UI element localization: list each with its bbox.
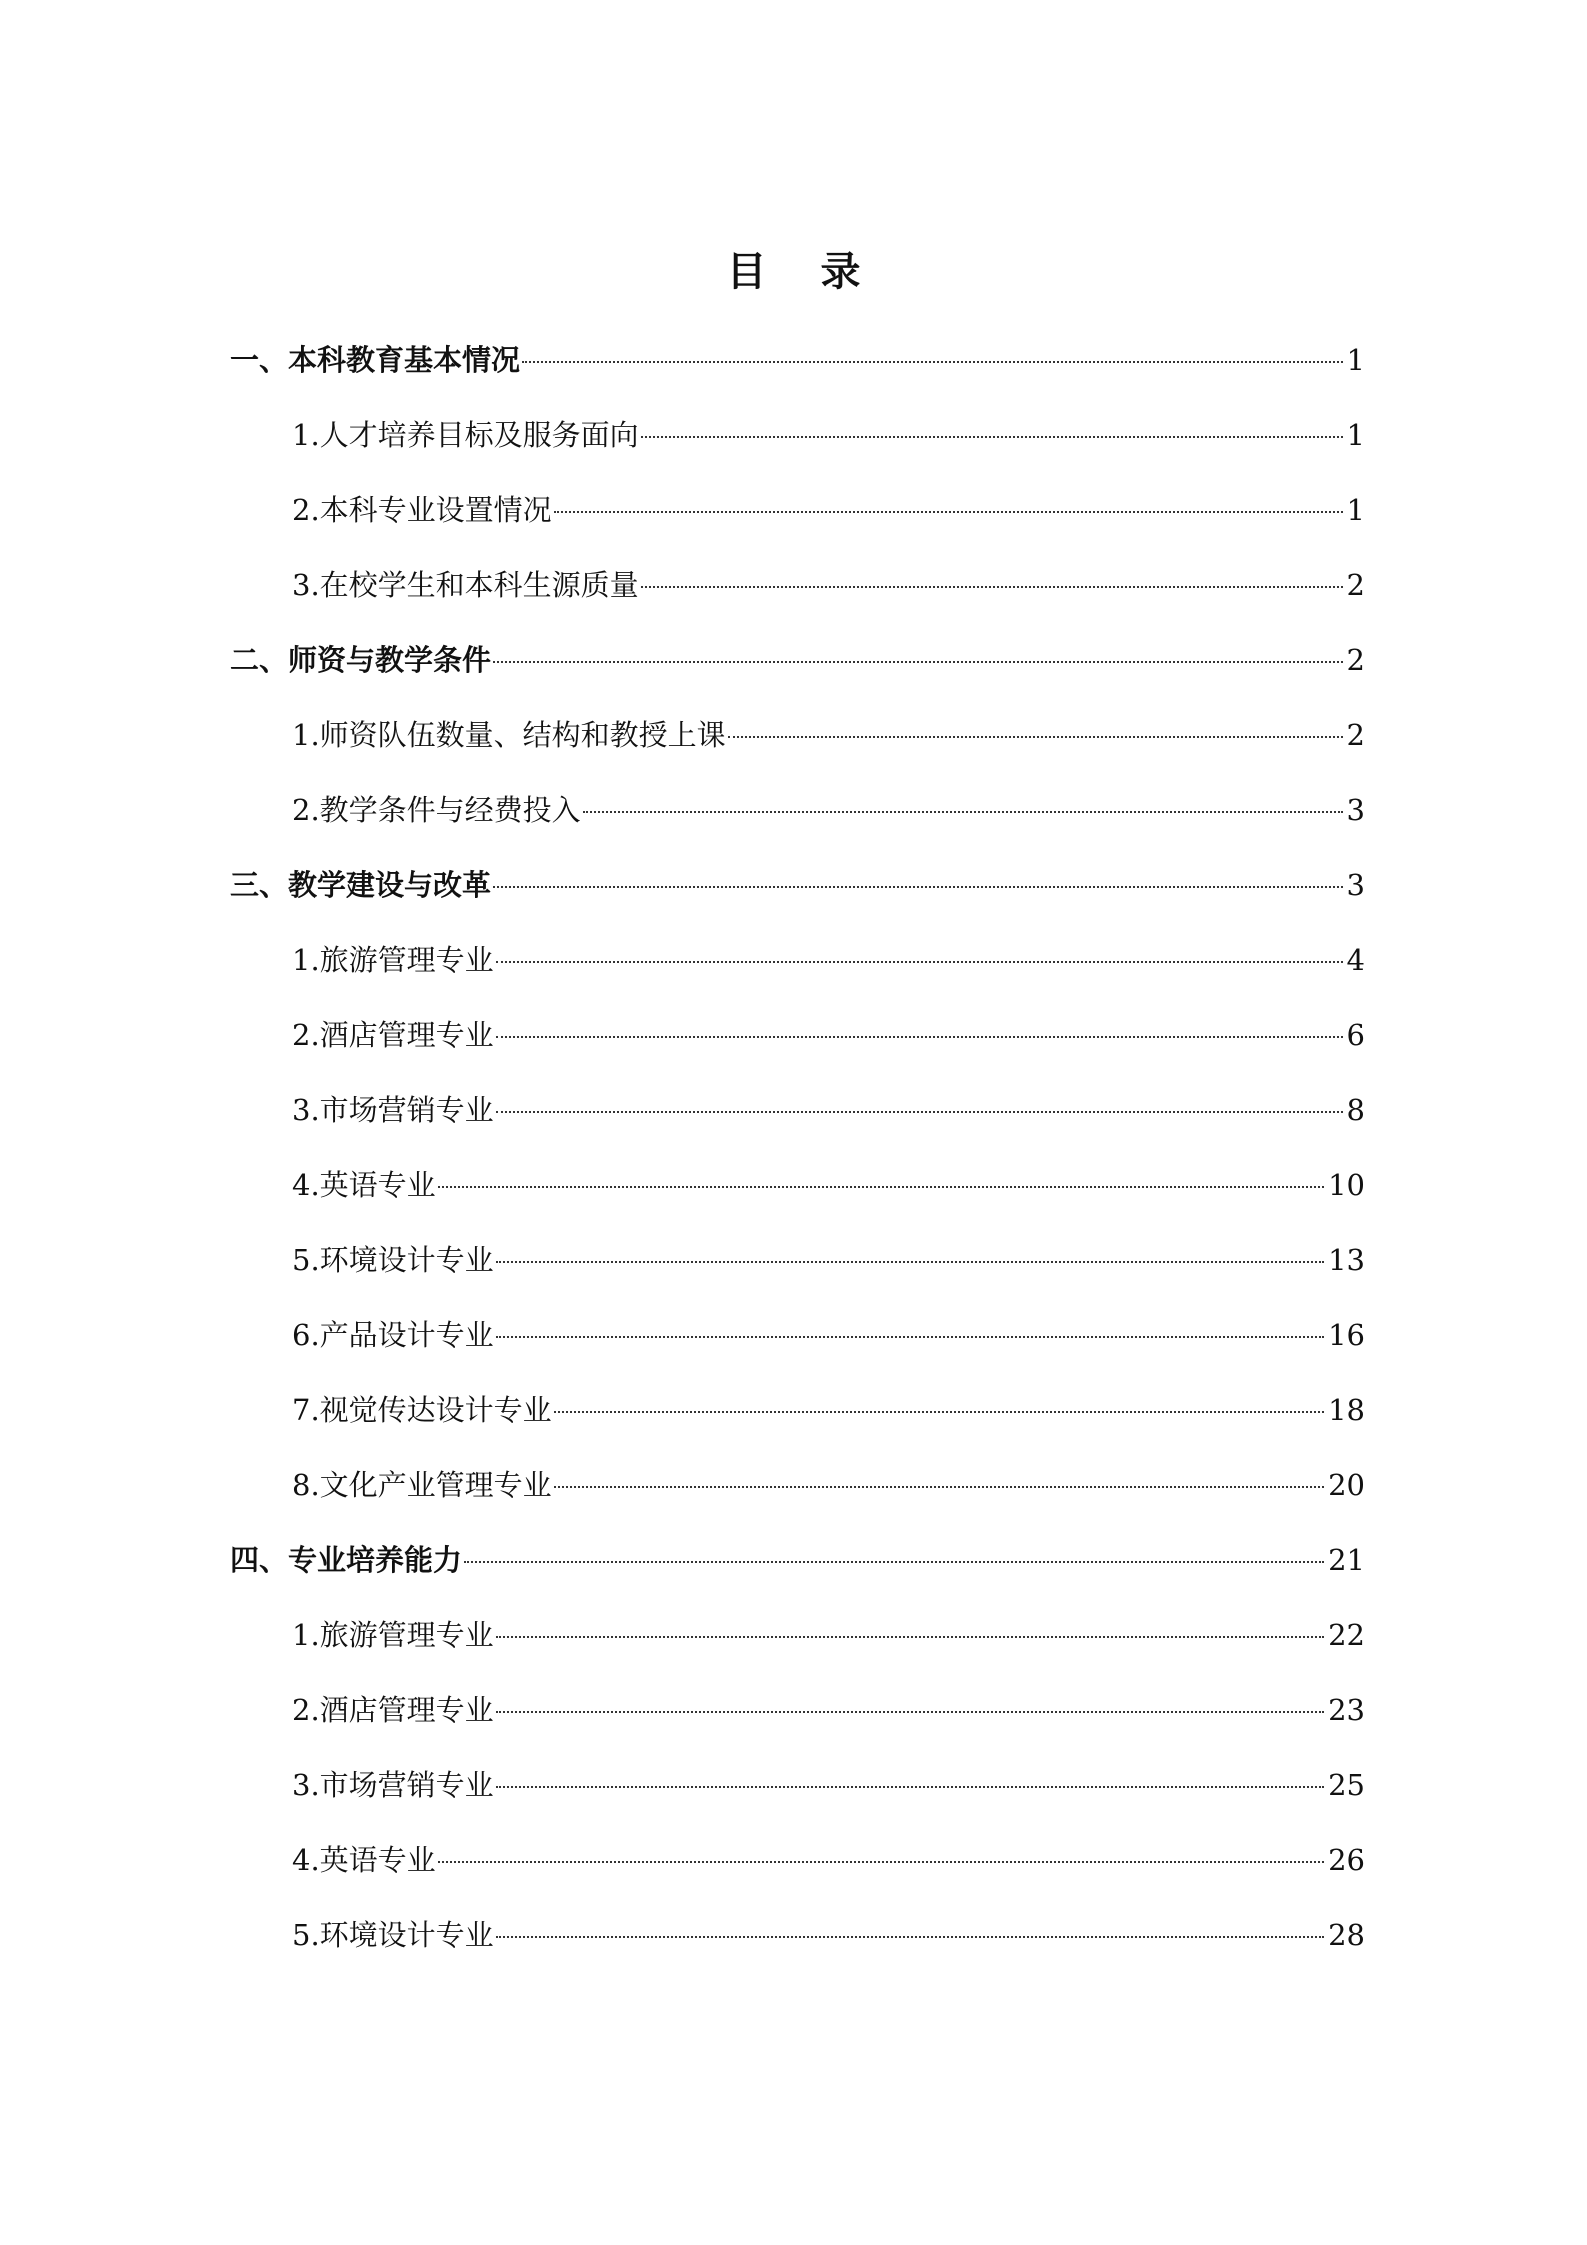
dot-leader	[493, 661, 1343, 663]
page-title	[0, 240, 1587, 297]
toc-page-number: 8	[1346, 1093, 1365, 1127]
toc-page-number: 26	[1328, 1843, 1365, 1877]
toc-section-entry[interactable]	[230, 636, 1365, 711]
dot-leader	[583, 811, 1343, 813]
toc-entry-title: 二、师资与教学条件	[230, 643, 492, 677]
toc-subsection-entry[interactable]	[230, 1161, 1365, 1236]
toc-page-number: 18	[1328, 1393, 1365, 1427]
toc-subsection-entry[interactable]	[230, 486, 1365, 561]
toc-subsection-entry[interactable]	[230, 711, 1365, 786]
toc-entry-title: 3.市场营销专业	[292, 1093, 494, 1127]
toc-page-number: 4	[1346, 943, 1365, 977]
toc-page-number: 10	[1328, 1168, 1365, 1202]
toc-entry-title: 1.师资队伍数量、结构和教授上课	[292, 718, 726, 752]
toc-subsection-entry[interactable]	[230, 786, 1365, 861]
toc-page-number: 3	[1346, 793, 1365, 827]
toc-entry-title: 5.环境设计专业	[292, 1243, 494, 1277]
toc-page-number: 16	[1328, 1318, 1365, 1352]
table-of-contents	[230, 336, 1365, 1986]
toc-page-number: 2	[1346, 568, 1365, 602]
toc-entry-title: 8.文化产业管理专业	[292, 1468, 552, 1502]
dot-leader	[496, 961, 1343, 963]
toc-section-entry[interactable]	[230, 1536, 1365, 1611]
toc-entry-title: 4.英语专业	[292, 1168, 436, 1202]
toc-page-number: 1	[1346, 418, 1365, 452]
toc-page-number: 28	[1328, 1918, 1365, 1952]
toc-entry-title: 2.酒店管理专业	[292, 1693, 494, 1727]
dot-leader	[438, 1186, 1324, 1188]
toc-entry-title: 2.酒店管理专业	[292, 1018, 494, 1052]
toc-subsection-entry[interactable]	[230, 1386, 1365, 1461]
page-title-char: 录	[820, 249, 861, 295]
dot-leader	[496, 1036, 1343, 1038]
toc-page-number: 23	[1328, 1693, 1365, 1727]
toc-entry-title: 一、本科教育基本情况	[230, 343, 521, 377]
toc-page-number: 13	[1328, 1243, 1365, 1277]
dot-leader	[641, 436, 1343, 438]
toc-subsection-entry[interactable]	[230, 936, 1365, 1011]
toc-entry-title: 2.本科专业设置情况	[292, 493, 552, 527]
toc-entry-title: 6.产品设计专业	[292, 1318, 494, 1352]
dot-leader	[496, 1336, 1324, 1338]
toc-page-number: 21	[1328, 1543, 1365, 1577]
toc-subsection-entry[interactable]	[230, 1761, 1365, 1836]
toc-subsection-entry[interactable]	[230, 1086, 1365, 1161]
toc-subsection-entry[interactable]	[230, 1611, 1365, 1686]
toc-entry-title: 5.环境设计专业	[292, 1918, 494, 1952]
dot-leader	[496, 1261, 1324, 1263]
toc-entry-title: 三、教学建设与改革	[230, 868, 492, 902]
dot-leader	[496, 1111, 1343, 1113]
toc-subsection-entry[interactable]	[230, 1686, 1365, 1761]
toc-entry-title: 1.旅游管理专业	[292, 943, 494, 977]
toc-entry-title: 四、专业培养能力	[230, 1543, 463, 1577]
dot-leader	[496, 1636, 1324, 1638]
toc-page-number: 1	[1346, 493, 1365, 527]
dot-leader	[554, 1411, 1324, 1413]
page-title-char: 目	[726, 249, 767, 295]
toc-page-number: 20	[1328, 1468, 1365, 1502]
dot-leader	[641, 586, 1343, 588]
toc-entry-title: 1.旅游管理专业	[292, 1618, 494, 1652]
toc-entry-title: 7.视觉传达设计专业	[292, 1393, 552, 1427]
toc-page-number: 3	[1346, 868, 1365, 902]
toc-entry-title: 3.在校学生和本科生源质量	[292, 568, 639, 602]
toc-subsection-entry[interactable]	[230, 1836, 1365, 1911]
toc-entry-title: 3.市场营销专业	[292, 1768, 494, 1802]
dot-leader	[493, 886, 1343, 888]
toc-entry-title: 1.人才培养目标及服务面向	[292, 418, 639, 452]
toc-entry-title: 2.教学条件与经费投入	[292, 793, 581, 827]
dot-leader	[496, 1786, 1324, 1788]
toc-page-number: 2	[1346, 643, 1365, 677]
toc-subsection-entry[interactable]	[230, 1461, 1365, 1536]
toc-subsection-entry[interactable]	[230, 1011, 1365, 1086]
dot-leader	[464, 1561, 1324, 1563]
toc-entry-title: 4.英语专业	[292, 1843, 436, 1877]
toc-subsection-entry[interactable]	[230, 1311, 1365, 1386]
toc-subsection-entry[interactable]	[230, 411, 1365, 486]
toc-subsection-entry[interactable]	[230, 1236, 1365, 1311]
dot-leader	[554, 1486, 1324, 1488]
toc-page-number: 2	[1346, 718, 1365, 752]
dot-leader	[728, 736, 1343, 738]
dot-leader	[522, 361, 1343, 363]
toc-section-entry[interactable]	[230, 861, 1365, 936]
dot-leader	[496, 1936, 1324, 1938]
toc-subsection-entry[interactable]	[230, 1911, 1365, 1986]
dot-leader	[438, 1861, 1324, 1863]
toc-page-number: 1	[1346, 343, 1365, 377]
toc-section-entry[interactable]	[230, 336, 1365, 411]
toc-page-number: 22	[1328, 1618, 1365, 1652]
dot-leader	[554, 511, 1343, 513]
toc-page-number: 6	[1346, 1018, 1365, 1052]
toc-subsection-entry[interactable]	[230, 561, 1365, 636]
dot-leader	[496, 1711, 1324, 1713]
toc-page-number: 25	[1328, 1768, 1365, 1802]
